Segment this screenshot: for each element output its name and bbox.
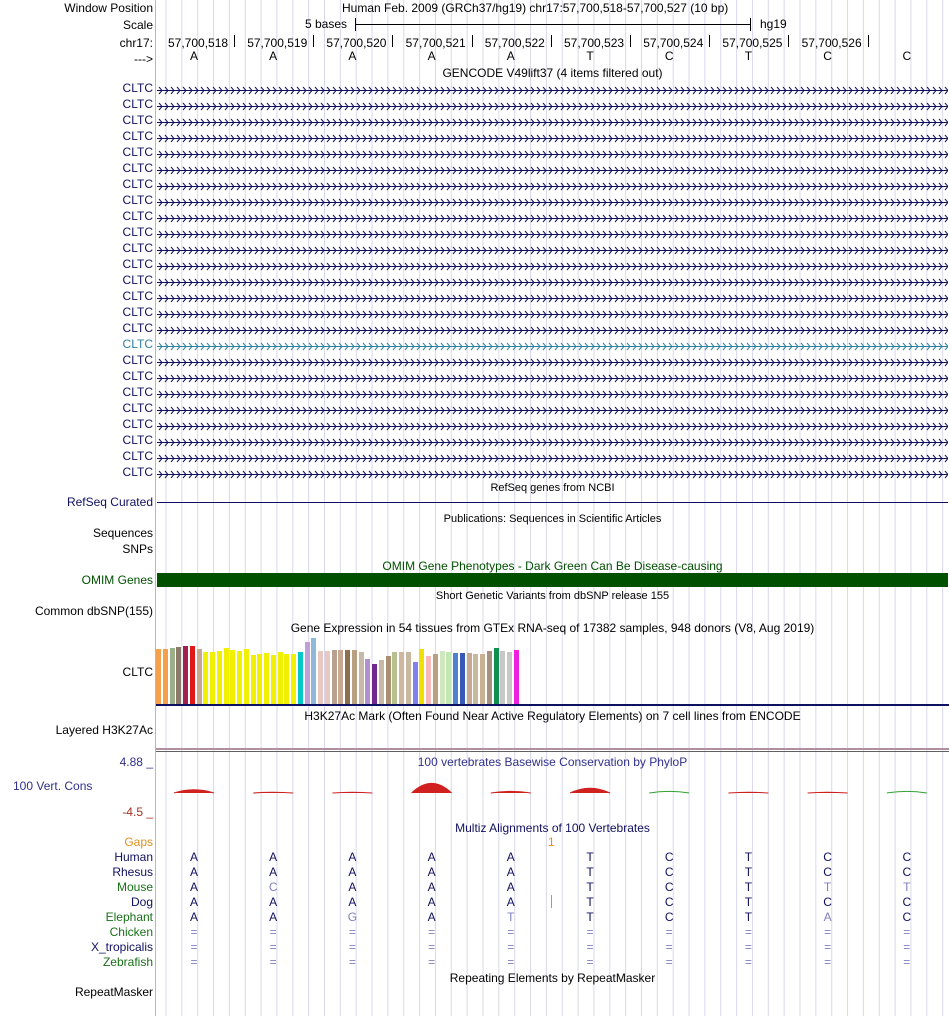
alignment-base: = [665, 925, 673, 939]
gencode-gene-label[interactable]: CLTC [122, 97, 153, 111]
alignment-base: = [586, 940, 594, 954]
alignment-base: = [428, 955, 436, 969]
gencode-gene-label[interactable]: CLTC [122, 433, 153, 447]
gtex-tissue-bar[interactable] [359, 652, 364, 704]
refseq-track-title: RefSeq genes from NCBI [490, 482, 615, 494]
gtex-tissue-bar[interactable] [507, 652, 512, 704]
conservation-plot[interactable] [155, 780, 950, 800]
gencode-transcript[interactable] [157, 228, 948, 237]
gencode-gene-label[interactable]: CLTC [122, 225, 153, 239]
conservation-track-title: 100 vertebrates Basewise Conservation by PhyloP [417, 755, 688, 769]
gtex-tissue-bar[interactable] [332, 650, 337, 704]
gtex-tissue-bar[interactable] [203, 652, 208, 704]
alignment-base: = [744, 925, 752, 939]
ruler-tick [472, 35, 473, 47]
alignment-base: A [189, 865, 198, 879]
gtex-tissue-bar[interactable] [453, 653, 458, 704]
window-position-value[interactable]: Human Feb. 2009 (GRCh37/hg19) chr17:57,700,518-57,700,527 (10 bp) [342, 1, 729, 15]
strand-label: ---> [134, 52, 153, 66]
repeatmasker-label[interactable]: RepeatMasker [74, 985, 153, 999]
species-label[interactable]: Mouse [116, 880, 153, 894]
repeatmasker-track-title: Repeating Elements by RepeatMasker [449, 971, 656, 985]
left-margin-line [155, 0, 156, 1016]
alignment-base: = [269, 925, 277, 939]
gencode-gene-label[interactable]: CLTC [122, 161, 153, 175]
species-label[interactable]: Zebrafish [102, 955, 153, 969]
gtex-tissue-bar[interactable] [460, 653, 465, 704]
ruler-base: C [902, 49, 912, 63]
gtex-tissue-bar[interactable] [379, 660, 384, 704]
gencode-transcript[interactable] [157, 308, 948, 317]
ruler-position: 57,700,524 [643, 36, 704, 50]
gtex-tissue-bar[interactable] [399, 652, 404, 704]
alignment-base: = [348, 925, 356, 939]
refseq-label[interactable]: RefSeq Curated [66, 495, 153, 509]
gencode-gene-label[interactable]: CLTC [122, 129, 153, 143]
alignment-base: A [506, 895, 515, 909]
alignment-base: = [824, 940, 832, 954]
alignment-base: = [903, 940, 911, 954]
gencode-gene-label[interactable]: CLTC [122, 209, 153, 223]
h3k27ac-track-title: H3K27Ac Mark (Often Found Near Active Regulatory Elements) on 7 cell lines from ENCODE [304, 709, 801, 723]
alignment-base: = [824, 925, 832, 939]
omim-track-title: OMIM Gene Phenotypes - Dark Green Can Be Disease-causing [382, 559, 723, 573]
gencode-gene-label[interactable]: CLTC [122, 369, 153, 383]
alignment-base: A [189, 850, 198, 864]
omim-gene-bar[interactable] [157, 573, 948, 587]
ruler-tick [630, 35, 631, 47]
alignment-base: = [269, 955, 277, 969]
alignment-base: = [665, 940, 673, 954]
gencode-transcript[interactable] [157, 404, 948, 413]
gencode-transcript[interactable] [157, 116, 948, 125]
alignment-base: A [506, 880, 515, 894]
gencode-transcript[interactable] [157, 84, 948, 93]
ruler-position: 57,700,521 [405, 36, 466, 50]
alignment-base: = [744, 940, 752, 954]
ruler-base: A [348, 49, 357, 63]
gencode-transcript[interactable] [157, 260, 948, 269]
gtex-tissue-bar[interactable] [244, 649, 249, 704]
ruler-base: C [664, 49, 674, 63]
ruler-position: 57,700,519 [247, 36, 308, 50]
alignment-base: = [507, 925, 515, 939]
conservation-score-mark [649, 791, 689, 793]
alignment-base: C [902, 910, 912, 924]
alignment-base: C [823, 895, 832, 909]
alignment-base: T [744, 850, 753, 864]
alignment-base: G [347, 910, 358, 924]
alignment-base: A [427, 910, 436, 924]
gencode-gene-label[interactable]: CLTC [122, 449, 153, 463]
gencode-gene-label[interactable]: CLTC [122, 193, 153, 207]
chrom-label: chr17: [119, 36, 153, 50]
alignment-base: T [586, 895, 594, 909]
gencode-transcript[interactable] [157, 148, 948, 157]
alignment-base: = [507, 955, 515, 969]
gencode-gene-label[interactable]: CLTC [122, 257, 153, 271]
conservation-score-mark [570, 788, 610, 793]
h3k27ac-label[interactable]: Layered H3K27Ac [55, 723, 153, 737]
alignment-base: T [744, 895, 753, 909]
species-label[interactable]: Elephant [105, 910, 153, 924]
species-label[interactable]: Rhesus [112, 865, 153, 879]
alignment-base: C [902, 850, 912, 864]
gtex-tissue-bar[interactable] [170, 648, 175, 704]
alignment-base: = [586, 955, 594, 969]
ruler-position: 57,700,525 [722, 36, 783, 50]
alignment-base: = [507, 940, 515, 954]
gtex-tissue-bar[interactable] [325, 651, 330, 704]
gtex-tissue-bar[interactable] [264, 653, 269, 704]
alignment-base: = [428, 925, 436, 939]
gtex-tissue-bar[interactable] [224, 648, 229, 704]
gencode-transcript[interactable] [157, 420, 948, 429]
gtex-tissue-bar[interactable] [467, 653, 472, 704]
gencode-track-title: GENCODE V49lift37 (4 items filtered out) [442, 66, 663, 80]
alignment-base: = [348, 940, 356, 954]
alignment-base: T [507, 910, 515, 924]
h3k27ac-baseline [156, 751, 949, 752]
alignment-base: A [823, 910, 832, 924]
alignment-base: C [823, 850, 832, 864]
gencode-transcript[interactable] [157, 436, 948, 445]
ruler-base: T [744, 49, 753, 63]
species-label[interactable]: Chicken [109, 925, 153, 939]
alignment-base: = [824, 955, 832, 969]
conservation-score-mark [174, 790, 214, 793]
ruler-position: 57,700,520 [326, 36, 387, 50]
alignment-base: C [902, 895, 912, 909]
gencode-gene-label[interactable]: CLTC [122, 145, 153, 159]
gtex-tissue-bar[interactable] [230, 650, 235, 704]
gtex-tissue-bar[interactable] [352, 650, 357, 704]
gencode-transcript[interactable] [157, 388, 948, 397]
gencode-gene-label[interactable]: CLTC [122, 337, 153, 351]
gencode-gene-label[interactable]: CLTC [122, 417, 153, 431]
species-label[interactable]: Dog [130, 895, 153, 909]
ruler-position: 57,700,523 [564, 36, 625, 50]
alignment-base: C [664, 910, 674, 924]
gencode-transcript[interactable] [157, 180, 948, 189]
ruler-tick [392, 35, 393, 47]
alignment-base: A [427, 895, 436, 909]
gtex-tissue-bar[interactable] [413, 662, 418, 704]
alignment-base: A [189, 880, 198, 894]
gtex-tissue-bar[interactable] [392, 652, 397, 704]
alignment-base: T [744, 880, 753, 894]
species-label[interactable]: X_tropicalis [90, 940, 153, 954]
gtex-tissue-bar[interactable] [365, 659, 370, 704]
conservation-score-mark [253, 792, 293, 793]
conservation-score-mark [887, 791, 927, 793]
gtex-tissue-bar[interactable] [372, 664, 377, 704]
conservation-score-mark [491, 791, 531, 793]
publications-track-title: Publications: Sequences in Scientific Articles [443, 513, 662, 525]
gtex-tissue-bar[interactable] [210, 652, 215, 704]
alignment-base: A [427, 880, 436, 894]
alignment-base: = [190, 925, 198, 939]
gtex-tissue-bar[interactable] [217, 651, 222, 704]
alignment-base: T [903, 880, 911, 894]
alignment-base: = [190, 955, 198, 969]
alignment-base: = [428, 940, 436, 954]
scale-bar [355, 24, 751, 25]
gtex-tissue-bar[interactable] [190, 646, 195, 704]
gtex-tissue-bar[interactable] [426, 656, 431, 704]
gtex-tissue-bar[interactable] [487, 651, 492, 704]
gtex-tissue-bar[interactable] [257, 654, 262, 704]
alignment-base: T [586, 910, 594, 924]
gtex-tissue-bar[interactable] [480, 654, 485, 704]
ruler-base: A [506, 49, 515, 63]
gtex-tissue-bar[interactable] [251, 655, 256, 704]
gencode-gene-label[interactable]: CLTC [122, 113, 153, 127]
gencode-gene-label[interactable]: CLTC [122, 273, 153, 287]
gaps-label[interactable]: Gaps [124, 835, 153, 849]
alignment-base: C [664, 865, 674, 879]
gap-marker: 1 [548, 835, 555, 849]
alignment-base: = [903, 955, 911, 969]
gtex-track-title: Gene Expression in 54 tissues from GTEx RNA-seq of 17382 samples, 948 donors (V8, Aug 2019) [290, 621, 815, 635]
gencode-gene-label[interactable]: CLTC [122, 401, 153, 415]
gencode-transcript[interactable] [157, 100, 948, 109]
alignment-base: A [269, 865, 278, 879]
gtex-tissue-bar[interactable] [446, 652, 451, 704]
ruler-base: A [269, 49, 278, 63]
gencode-gene-label[interactable]: CLTC [122, 81, 153, 95]
gtex-expression-chart[interactable] [156, 636, 536, 704]
multiz-track-title: Multiz Alignments of 100 Vertebrates [455, 821, 650, 835]
alignment-base: T [823, 880, 832, 894]
gtex-tissue-bar[interactable] [338, 650, 343, 704]
publications-label-sequences[interactable]: Sequences [92, 526, 153, 540]
conservation-min-label: -4.5 _ [122, 805, 153, 819]
scale-bar-left-tick [355, 18, 356, 31]
ruler-position: 57,700,526 [801, 36, 862, 50]
alignment-base: T [744, 865, 753, 879]
gencode-transcript[interactable] [157, 324, 948, 333]
alignment-base: = [903, 925, 911, 939]
gtex-tissue-bar[interactable] [183, 646, 188, 704]
alignment-base: A [269, 850, 278, 864]
alignment-base: A [427, 865, 436, 879]
gtex-tissue-bar[interactable] [237, 651, 242, 704]
gtex-tissue-bar[interactable] [440, 651, 445, 704]
alignment-base: A [506, 865, 515, 879]
alignment-base: T [586, 850, 594, 864]
h3k27ac-signal[interactable] [156, 748, 949, 750]
alignment-base: = [348, 955, 356, 969]
conservation-score-mark [332, 792, 372, 793]
conservation-max-label: 4.88 _ [119, 755, 153, 769]
alignment-base: C [823, 865, 832, 879]
gtex-tissue-bar[interactable] [345, 650, 350, 704]
ruler-base: A [189, 49, 198, 63]
gencode-transcript[interactable] [157, 356, 948, 365]
gtex-tissue-bar[interactable] [305, 642, 310, 704]
gencode-transcript[interactable] [157, 244, 948, 253]
dog-insertion-marker [551, 895, 552, 908]
alignment-base: A [189, 910, 198, 924]
publications-label-snps[interactable]: SNPs [122, 542, 153, 556]
conservation-score-mark [808, 792, 848, 793]
ruler-tick [551, 35, 552, 47]
alignment-base: T [586, 880, 594, 894]
scale-assembly: hg19 [760, 17, 787, 31]
gencode-transcript[interactable] [157, 164, 948, 173]
ruler-tick [788, 35, 789, 47]
gencode-gene-label[interactable]: CLTC [122, 385, 153, 399]
ruler-tick [868, 35, 869, 47]
gtex-tissue-bar[interactable] [494, 648, 499, 704]
ruler-base: C [823, 49, 832, 63]
alignment-base: = [744, 955, 752, 969]
gencode-transcript[interactable] [157, 292, 948, 301]
scale-label: Scale [122, 18, 153, 32]
scale-value: 5 bases [305, 17, 348, 31]
gtex-baseline [156, 704, 949, 706]
gtex-tissue-bar[interactable] [284, 654, 289, 704]
gtex-tissue-bar[interactable] [311, 638, 316, 704]
gtex-tissue-bar[interactable] [500, 651, 505, 704]
alignment-base: A [348, 895, 357, 909]
gtex-tissue-bar[interactable] [419, 649, 424, 704]
gencode-transcript[interactable] [157, 372, 948, 381]
gencode-transcript[interactable] [157, 212, 948, 221]
ruler-position: 57,700,522 [484, 36, 545, 50]
alignment-base: = [269, 940, 277, 954]
gencode-gene-label[interactable]: CLTC [122, 465, 153, 479]
alignment-base: A [348, 865, 357, 879]
gtex-tissue-bar[interactable] [278, 652, 283, 704]
alignment-base: C [902, 865, 912, 879]
ruler-tick [313, 35, 314, 47]
gtex-tissue-bar[interactable] [291, 654, 296, 704]
dbsnp-track-title: Short Genetic Variants from dbSNP release 155 [435, 590, 670, 602]
window-position-label: Window Position [64, 1, 153, 15]
gtex-tissue-bar[interactable] [514, 650, 519, 704]
gencode-gene-label[interactable]: CLTC [122, 353, 153, 367]
species-label[interactable]: Human [114, 850, 153, 864]
gencode-transcript[interactable] [157, 196, 948, 205]
alignment-base: T [586, 865, 594, 879]
alignment-base: = [586, 925, 594, 939]
gencode-transcript[interactable] [157, 468, 948, 477]
alignment-base: T [744, 910, 753, 924]
gtex-tissue-bar[interactable] [406, 652, 411, 704]
ruler-tick [234, 35, 235, 47]
ruler-position: 57,700,518 [168, 36, 229, 50]
gtex-tissue-bar[interactable] [433, 654, 438, 704]
gencode-gene-label[interactable]: CLTC [122, 289, 153, 303]
gtex-tissue-bar[interactable] [271, 655, 276, 704]
alignment-base: = [665, 955, 673, 969]
alignment-base: A [269, 895, 278, 909]
gencode-transcript[interactable] [157, 452, 948, 461]
alignment-base: = [190, 940, 198, 954]
conservation-label[interactable]: 100 Vert. Cons [13, 779, 93, 793]
omim-label[interactable]: OMIM Genes [81, 573, 153, 587]
conservation-score-mark [728, 792, 768, 793]
dbsnp-label[interactable]: Common dbSNP(155) [34, 604, 153, 618]
alignment-base: A [348, 880, 357, 894]
alignment-base: C [664, 880, 674, 894]
alignment-base: A [189, 895, 198, 909]
conservation-score-mark [412, 783, 452, 793]
gencode-transcript[interactable] [157, 276, 948, 285]
ruler-tick [709, 35, 710, 47]
gtex-tissue-bar[interactable] [298, 652, 303, 704]
gencode-gene-label[interactable]: CLTC [122, 305, 153, 319]
gencode-gene-label[interactable]: CLTC [122, 241, 153, 255]
gtex-tissue-bar[interactable] [386, 656, 391, 704]
gtex-tissue-bar[interactable] [318, 651, 323, 704]
gtex-tissue-bar[interactable] [197, 649, 202, 704]
gtex-tissue-bar[interactable] [176, 647, 181, 704]
gencode-gene-label[interactable]: CLTC [122, 321, 153, 335]
ruler-base: T [586, 49, 594, 63]
alignment-base: C [268, 880, 278, 894]
scale-bar-right-tick [750, 18, 751, 31]
alignment-base: C [664, 895, 674, 909]
alignment-base: A [427, 850, 436, 864]
refseq-gene-line[interactable] [157, 502, 948, 503]
gtex-tissue-bar[interactable] [473, 654, 478, 704]
ruler-base: A [427, 49, 436, 63]
alignment-base: A [506, 850, 515, 864]
gtex-label[interactable]: CLTC [122, 665, 153, 679]
gencode-gene-label[interactable]: CLTC [122, 177, 153, 191]
alignment-base: C [664, 850, 674, 864]
gtex-tissue-bar[interactable] [156, 649, 161, 704]
gencode-transcript[interactable] [157, 132, 948, 141]
alignment-base: A [269, 910, 278, 924]
alignment-base: A [348, 850, 357, 864]
gtex-tissue-bar[interactable] [163, 649, 168, 704]
gencode-transcript[interactable] [157, 340, 948, 349]
